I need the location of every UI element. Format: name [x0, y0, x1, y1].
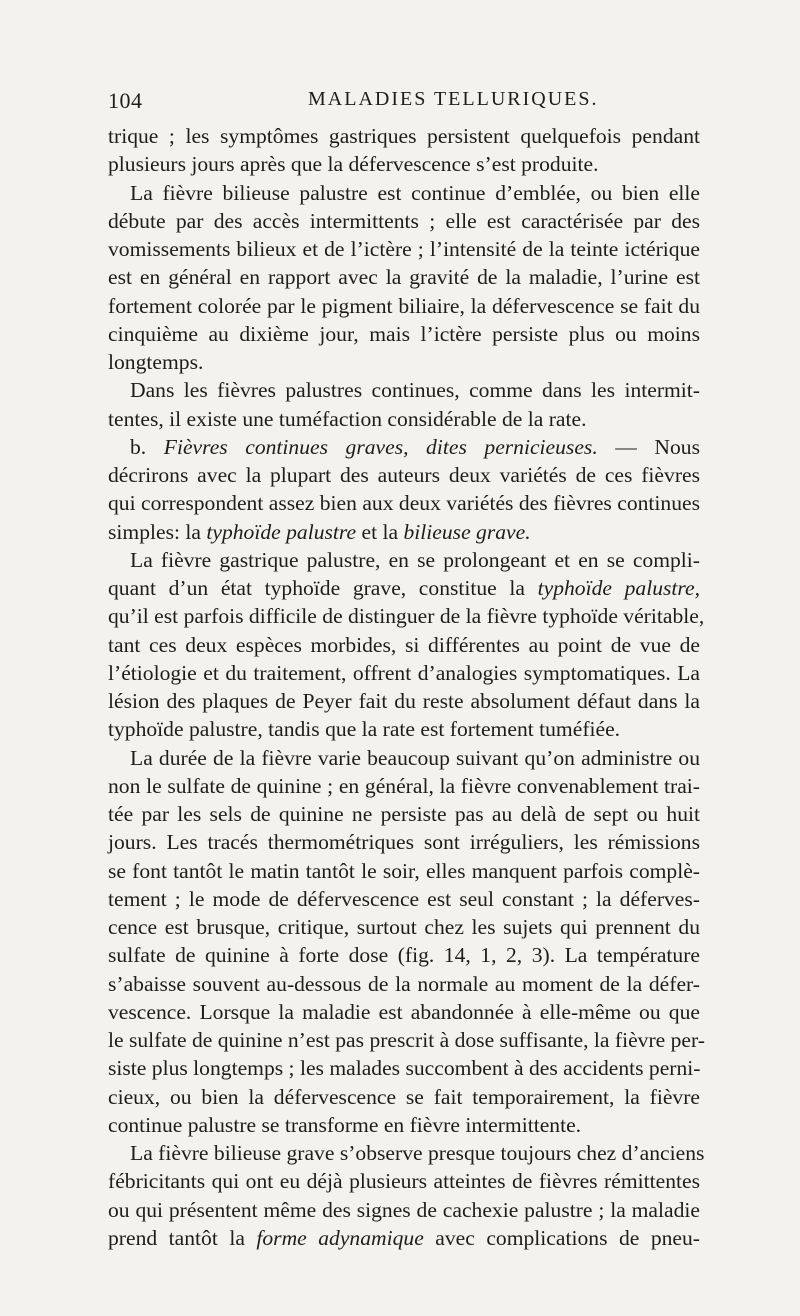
text-span: qu’il est parfois difficile de distinguer de la fièvre typhoïde véritable, — [108, 604, 705, 629]
text-line — [108, 941, 700, 969]
text-line — [108, 772, 700, 800]
italic-text: typhoïde palustre — [206, 519, 357, 544]
text-span: et la — [356, 519, 404, 544]
text-span: jours. Les tracés thermométriques sont irréguliers, les rémissions — [108, 830, 700, 855]
text-span: tement ; le mode de défervescence est seul constant ; la déferves- — [108, 886, 700, 911]
text-line — [108, 122, 700, 150]
text-line — [108, 1196, 700, 1224]
body-text — [108, 122, 705, 1252]
text-line — [108, 150, 700, 178]
text-line — [108, 320, 700, 348]
text-line — [108, 433, 700, 461]
text-line — [108, 292, 700, 320]
text-span: La fièvre bilieuse grave s’observe presque toujours chez d’anciens — [130, 1141, 705, 1165]
text-span: longtemps. — [108, 350, 204, 374]
text-line — [108, 800, 700, 828]
text-line — [108, 207, 700, 235]
italic-text: Fièvres continues graves, dites pernicieuses. — [163, 434, 598, 459]
text-span: quant d’un état typhoïde grave, constitue la — [108, 576, 538, 600]
text-line — [108, 574, 700, 602]
text-span: Dans les fièvres palustres continues, comme dans les intermit- — [130, 378, 700, 403]
text-span: cence est brusque, critique, surtout chez les sujets qui prennent du — [108, 915, 700, 939]
text-span: La durée de la fièvre varie beaucoup suivant qu’on administre ou — [130, 745, 700, 770]
text-span: est en général en rapport avec la gravité de la maladie, l’urine est — [108, 265, 700, 290]
text-line — [108, 1167, 700, 1195]
text-span: avec complications de pneu- — [423, 1225, 700, 1250]
text-line — [108, 235, 700, 263]
text-span: trique ; les symptômes gastriques persistent quelquefois pendant — [108, 124, 700, 148]
text-line — [108, 376, 700, 404]
text-line — [108, 659, 700, 687]
text-span: plusieurs jours après que la défervescence s’est produite. — [108, 152, 599, 177]
text-line — [108, 489, 700, 517]
text-span: sulfate de quinine à forte dose (fig. 14, 1, 2, 3). La température — [108, 943, 700, 968]
text-line — [108, 744, 700, 772]
text-span: qui correspondent assez bien aux deux variétés des fièvres continues — [108, 491, 700, 516]
text-span: typhoïde palustre, tandis que la rate est fortement tuméfiée. — [108, 717, 621, 742]
text-line — [108, 1111, 700, 1139]
text-span: cieux, ou bien la défervescence se fait temporairement, la fièvre — [108, 1084, 700, 1109]
text-span: non le sulfate de quinine ; en général, la fièvre convenablement trai- — [108, 773, 700, 798]
text-line — [108, 687, 700, 715]
text-span: — Nous — [597, 434, 701, 459]
text-span: s’abaisse souvent au-dessous de la normale au moment de la défer- — [108, 971, 700, 996]
text-line — [108, 348, 700, 376]
text-span: vomissements bilieux et de l’ictère ; l’intensité de la teinte ictérique — [108, 237, 700, 261]
text-line — [108, 461, 700, 489]
text-line — [108, 263, 700, 291]
text-line — [108, 715, 700, 743]
text-span: continue palustre se transforme en fièvre intermittente. — [108, 1112, 582, 1137]
text-line — [108, 857, 700, 885]
italic-text: typhoïde palustre, — [537, 576, 700, 600]
text-span: lésion des plaques de Peyer fait du reste absolument défaut dans la — [108, 689, 700, 713]
text-span: cinquième au dixième jour, mais l’ictère persiste plus ou moins — [108, 321, 700, 346]
text-span: tentes, il existe une tuméfaction considérable de la rate. — [108, 406, 587, 431]
text-span: vescence. Lorsque la maladie est abandonnée à elle-même ou que — [108, 999, 700, 1024]
text-span: le sulfate de quinine n’est pas prescrit à dose suffisante, la fièvre per- — [108, 1028, 705, 1052]
text-line — [108, 518, 700, 546]
text-line — [108, 913, 700, 941]
italic-text: forme adynamique — [256, 1225, 424, 1250]
text-line — [108, 1139, 705, 1167]
running-head: MALADIES TELLURIQUES. — [308, 88, 599, 110]
text-line — [108, 828, 700, 856]
text-span: La fièvre gastrique palustre, en se prolongeant et en se compli- — [130, 547, 700, 572]
text-span: tant ces deux espèces morbides, si différentes au point de vue de — [108, 632, 700, 657]
text-span: La fièvre bilieuse palustre est continue d’emblée, ou bien elle — [130, 180, 700, 205]
text-line — [108, 1224, 700, 1252]
italic-text: bilieuse grave. — [403, 519, 531, 544]
text-line — [108, 1083, 700, 1111]
text-line — [108, 602, 705, 630]
text-span: simples: la — [108, 519, 207, 544]
text-line — [108, 546, 700, 574]
text-span: b. — [130, 434, 164, 459]
text-line — [108, 885, 700, 913]
text-span: débute par des accès intermittents ; elle est caractérisée par des — [108, 208, 700, 233]
text-line — [108, 631, 700, 659]
text-span: ou qui présentent même des signes de cachexie palustre ; la maladie — [108, 1197, 700, 1222]
text-span: prend tantôt la — [108, 1225, 257, 1250]
text-span: siste plus longtemps ; les malades succombent à des accidents perni- — [108, 1056, 701, 1081]
page-number: 104 — [108, 88, 143, 113]
page-header — [108, 88, 698, 118]
text-line — [108, 1026, 705, 1054]
text-span: l’étiologie et du traitement, offrent d’analogies symptomatiques. La — [108, 660, 700, 685]
text-line — [108, 970, 700, 998]
text-span: fortement colorée par le pigment biliaire, la défervescence se fait du — [108, 293, 700, 318]
text-line — [108, 179, 700, 207]
text-line — [108, 1054, 700, 1082]
text-line — [108, 998, 700, 1026]
text-span: tée par les sels de quinine ne persiste pas au delà de sept ou huit — [108, 802, 700, 826]
text-span: décrirons avec la plupart des auteurs deux variétés de ces fièvres — [108, 463, 700, 487]
text-line — [108, 405, 700, 433]
text-span: fébricitants qui ont eu déjà plusieurs atteintes de fièvres rémittentes — [108, 1169, 700, 1194]
text-span: se font tantôt le matin tantôt le soir, elles manquent parfois complè- — [108, 858, 700, 883]
